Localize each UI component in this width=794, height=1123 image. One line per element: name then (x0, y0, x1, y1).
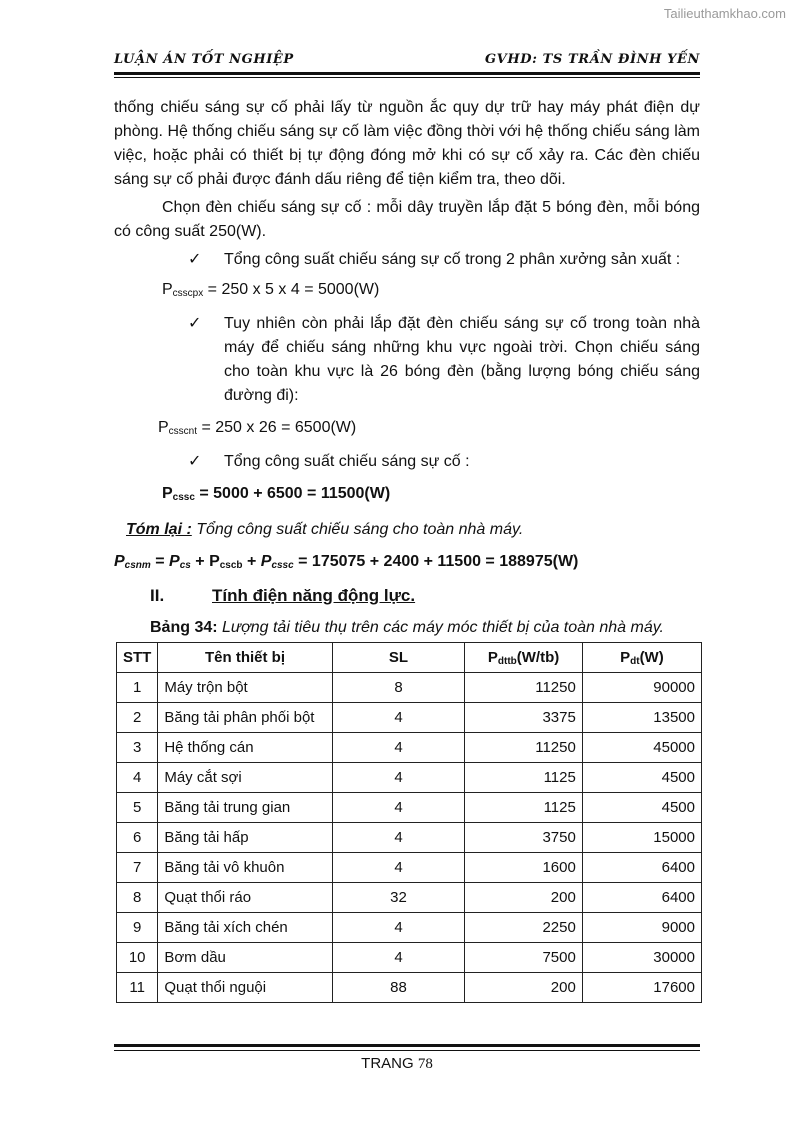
formula-cssc (114, 482, 700, 510)
cell-pdttb: 11250 (465, 673, 583, 703)
header-stt: STT (117, 643, 158, 673)
cell-name: Băng tải vô khuôn (158, 853, 332, 883)
check-item-3 (114, 450, 700, 474)
check-item-2 (114, 312, 700, 408)
caption-text: Lượng tải tiêu thụ trên các máy móc thiết bị của toàn nhà máy. (222, 619, 664, 636)
formula-subscript: csnm (124, 560, 151, 571)
formula-subscript: cs (179, 560, 191, 571)
header-pdt-symbol: P (620, 648, 631, 666)
header-pdt-subscript: dt (630, 655, 640, 667)
cell-pdt: 15000 (582, 823, 701, 853)
cell-pdttb: 1600 (465, 853, 583, 883)
cell-pdt: 90000 (582, 673, 701, 703)
cell-stt: 2 (117, 703, 158, 733)
formula-symbol: P (114, 553, 125, 570)
cell-pdt: 45000 (582, 733, 701, 763)
cell-pdttb: 3375 (465, 703, 583, 733)
footer-label: TRANG (361, 1055, 414, 1072)
cell-pdttb: 2250 (465, 913, 583, 943)
cell-pdt: 9000 (582, 913, 701, 943)
header-left-title: LUẬN ÁN TỐT NGHIỆP (114, 52, 294, 67)
cell-sl: 4 (332, 763, 465, 793)
cell-stt: 6 (117, 823, 158, 853)
cell-name: Bơm dầu (158, 943, 332, 973)
cell-sl: 4 (332, 913, 465, 943)
cell-pdttb: 1125 (465, 763, 583, 793)
table-row (117, 763, 702, 793)
check-item-1 (114, 248, 700, 272)
cell-stt: 1 (117, 673, 158, 703)
table-body (117, 673, 702, 1003)
footer-rule-thin (114, 1050, 700, 1051)
cell-name: Máy cắt sợi (158, 763, 332, 793)
check-item-2-text: Tuy nhiên còn phải lắp đặt đèn chiếu sáng sự cố trong toàn nhà máy để chiếu sáng những khu vực ngoài trời. Chọn chiếu sáng cho toàn khu vực là 26 bóng đèn (bằng lượng bóng chiếu sáng đường đi): (224, 315, 700, 404)
footer-rule (114, 1044, 700, 1047)
paragraph-2: Chọn đèn chiếu sáng sự cố : mỗi dây truyền lắp đặt 5 bóng đèn, mỗi bóng có công suất 250(W). (114, 199, 700, 240)
page-body (114, 96, 700, 640)
table-row (117, 853, 702, 883)
cell-pdt: 4500 (582, 793, 701, 823)
header-sl: SL (332, 643, 465, 673)
cell-sl: 4 (332, 823, 465, 853)
header-pdttb-symbol: P (487, 648, 498, 666)
cell-pdt: 17600 (582, 973, 701, 1003)
header-pdttb-unit: (W/tb) (516, 648, 560, 666)
table-row (117, 733, 702, 763)
cell-name: Băng tải phân phối bột (158, 703, 332, 733)
cell-stt: 4 (117, 763, 158, 793)
caption-label: Bảng 34: (150, 619, 218, 636)
header-pdt (582, 643, 701, 673)
summary-label: Tóm lại : (126, 521, 192, 538)
cell-stt: 5 (117, 793, 158, 823)
check-icon: ✓ (188, 453, 202, 470)
cell-name: Băng tải trung gian (158, 793, 332, 823)
formula-subscript: csscpx (172, 288, 204, 299)
formula-symbol: P (162, 485, 173, 502)
cell-name: Quạt thổi nguội (158, 973, 332, 1003)
check-item-1-text: Tổng công suất chiếu sáng sự cố trong 2 phân xưởng sản xuất : (224, 251, 681, 268)
cell-pdttb: 200 (465, 973, 583, 1003)
load-table (116, 642, 702, 1003)
cell-pdt: 4500 (582, 763, 701, 793)
formula-csnm (114, 550, 700, 578)
cell-sl: 32 (332, 883, 465, 913)
header-rule-thin (114, 77, 700, 78)
cell-sl: 88 (332, 973, 465, 1003)
cell-pdttb: 11250 (465, 733, 583, 763)
paragraph-1: thống chiếu sáng sự cố phải lấy từ nguồn ắc quy dự trữ hay máy phát điện dự phòng. Hệ thống chiếu sáng sự cố làm việc đồng thời với hệ thống chiếu sáng làm việc, hoặc phải có thiết bị tự động đóng mở khi có sự cố xảy ra. Các đèn chiếu sáng sự cố phải được đánh dấu riêng để tiện kiểm tra, theo dõi. (114, 99, 700, 188)
check-icon: ✓ (188, 315, 202, 332)
summary-line (114, 518, 700, 542)
table-row (117, 943, 702, 973)
cell-stt: 9 (117, 913, 158, 943)
cell-name: Hệ thống cán (158, 733, 332, 763)
formula-result: = 175075 + 2400 + 11500 = 188975(W) (293, 553, 579, 570)
cell-sl: 8 (332, 673, 465, 703)
cell-pdttb: 200 (465, 883, 583, 913)
cell-sl: 4 (332, 943, 465, 973)
cell-sl: 4 (332, 793, 465, 823)
formula-plus: + (190, 553, 210, 570)
cell-name: Máy trộn bột (158, 673, 332, 703)
formula-symbol: P (209, 553, 220, 570)
cell-name: Băng tải hấp (158, 823, 332, 853)
header-name: Tên thiết bị (158, 643, 332, 673)
formula-subscript: cssc (271, 560, 294, 571)
table-header-row (117, 643, 702, 673)
cell-pdt: 6400 (582, 883, 701, 913)
table-row (117, 823, 702, 853)
table-row (117, 793, 702, 823)
page-header (114, 50, 700, 70)
cell-name: Quạt thổi ráo (158, 883, 332, 913)
table-row (117, 913, 702, 943)
cell-pdttb: 1125 (465, 793, 583, 823)
cell-sl: 4 (332, 853, 465, 883)
formula-plus: + (242, 553, 261, 570)
cell-name: Băng tải xích chén (158, 913, 332, 943)
cell-stt: 8 (117, 883, 158, 913)
check-item-3-text: Tổng công suất chiếu sáng sự cố : (224, 453, 470, 470)
formula-subscript: cssc (172, 492, 195, 503)
header-pdt-unit: (W) (639, 648, 664, 666)
cell-pdttb: 7500 (465, 943, 583, 973)
cell-stt: 3 (117, 733, 158, 763)
page-number: 78 (417, 1056, 433, 1072)
header-pdttb-subscript: dttb (497, 655, 517, 667)
formula-subscript: csscnt (168, 426, 198, 437)
formula-csscpx (114, 278, 700, 306)
formula-symbol: P (162, 281, 173, 298)
cell-pdt: 6400 (582, 853, 701, 883)
formula-expression: = 5000 + 6500 = 11500(W) (194, 485, 391, 502)
header-pdttb (465, 643, 583, 673)
table-row (117, 973, 702, 1003)
header-rule (114, 72, 700, 75)
cell-stt: 11 (117, 973, 158, 1003)
cell-stt: 7 (117, 853, 158, 883)
header-right-advisor: GVHD: TS TRẦN ĐÌNH YẾN (484, 52, 700, 67)
summary-text: Tổng công suất chiếu sáng cho toàn nhà máy. (191, 521, 524, 538)
formula-equals: = (150, 553, 170, 570)
cell-stt: 10 (117, 943, 158, 973)
formula-expression: = 250 x 26 = 6500(W) (197, 419, 357, 436)
formula-expression: = 250 x 5 x 4 = 5000(W) (203, 281, 380, 298)
formula-symbol: P (158, 419, 169, 436)
formula-symbol: P (169, 553, 180, 570)
section-number: II. (150, 586, 165, 605)
table-row (117, 703, 702, 733)
formula-csscnt (114, 416, 700, 444)
formula-symbol: P (260, 553, 272, 570)
table-caption (114, 616, 700, 640)
cell-pdt: 30000 (582, 943, 701, 973)
cell-pdttb: 3750 (465, 823, 583, 853)
page-footer (0, 1055, 794, 1073)
check-icon: ✓ (188, 251, 202, 268)
section-heading (114, 584, 700, 608)
table-row (117, 673, 702, 703)
cell-sl: 4 (332, 733, 465, 763)
section-title: Tính điện năng động lực. (212, 586, 416, 605)
watermark: Tailieuthamkhao.com (663, 6, 786, 21)
cell-sl: 4 (332, 703, 465, 733)
cell-pdt: 13500 (582, 703, 701, 733)
formula-subscript: cscb (219, 560, 243, 571)
table-row (117, 883, 702, 913)
